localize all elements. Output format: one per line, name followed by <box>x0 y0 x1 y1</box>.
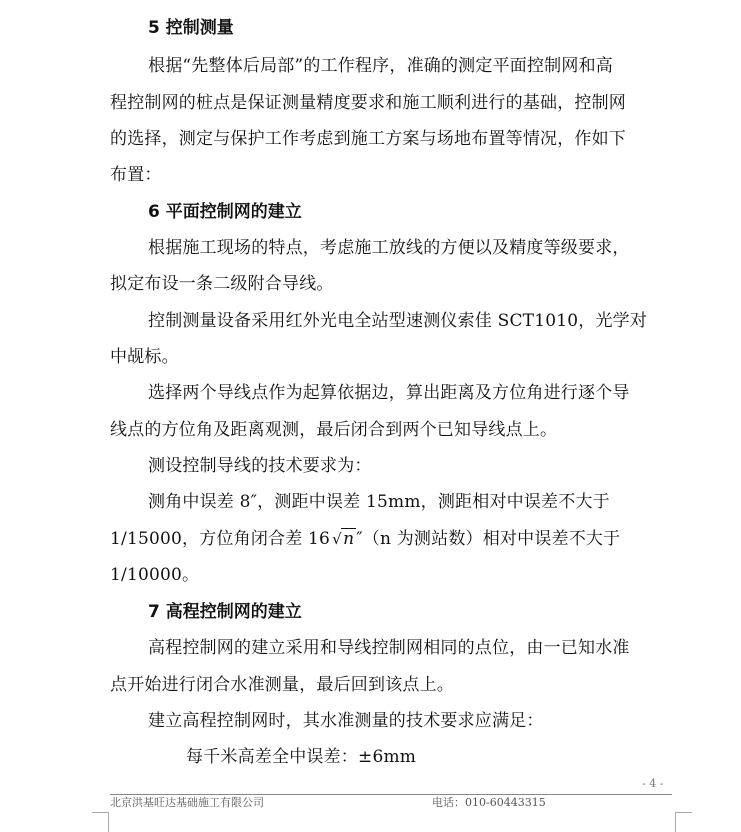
section-7-para1-line1: 高程控制网的建立采用和导线控制网相同的点位，由一已知水准 <box>148 638 630 658</box>
footer-phone: 电话：010-60443315 <box>432 796 546 809</box>
section-5-line-3: 的选择，测定与保护工作考虑到施工方案与场地布置等情况，作如下 <box>110 129 626 149</box>
section-5-heading: 5 控制测量 <box>148 18 234 38</box>
section-5-line-2: 程控制网的桩点是保证测量精度要求和施工顺利进行的基础，控制网 <box>110 93 626 113</box>
section-5-line-1: 根据“先整体后局部”的工作程序，准确的测定平面控制网和高 <box>148 56 613 76</box>
section-6-para2-line2: 中觇标。 <box>110 347 179 367</box>
page-number: - 4 - <box>642 777 664 790</box>
section-5-line-4: 布置： <box>110 165 162 185</box>
section-6-para3-line1: 选择两个导线点作为起算依据边，算出距离及方位角进行逐个导 <box>148 383 630 403</box>
section-6-para1-line2: 拟定布设一条二级附合导线。 <box>110 274 334 294</box>
section-7-para3: 每千米高差全中误差：±6mm <box>186 747 417 767</box>
sqrt-n-formula: √ n <box>332 529 355 549</box>
section-6-para5-line2 <box>110 524 620 549</box>
section-6-para1-line1: 根据施工现场的特点，考虑施工放线的方便以及精度等级要求， <box>148 238 630 258</box>
section-7-para2: 建立高程控制网时，其水准测量的技术要求应满足： <box>148 711 544 731</box>
section-6-para2-line1: 控制测量设备采用红外光电全站型速测仪索佳 SCT1010，光学对 <box>148 311 648 331</box>
section-7-para1-line2: 点开始进行闭合水准测量，最后回到该点上。 <box>110 675 454 695</box>
para5-line2-pre: 1/15000，方位角闭合差 16 <box>110 529 331 549</box>
crop-mark-left <box>92 812 109 832</box>
crop-mark-right <box>675 812 692 832</box>
section-6-para4: 测设控制导线的技术要求为： <box>148 456 372 476</box>
section-6-para3-line2: 线点的方位角及距离观测，最后闭合到两个已知导线点上。 <box>110 420 558 440</box>
section-7-heading: 7 高程控制网的建立 <box>148 602 302 622</box>
section-6-heading: 6 平面控制网的建立 <box>148 202 302 222</box>
footer-company: 北京洪基旺达基础施工有限公司 <box>110 796 264 809</box>
section-6-para5-line1: 测角中误差 8″，测距中误差 15mm，测距相对中误差不大于 <box>148 492 610 512</box>
section-6-para5-line3: 1/10000。 <box>110 565 200 585</box>
para5-line2-post: ″（n 为测站数）相对中误差不大于 <box>356 529 621 549</box>
